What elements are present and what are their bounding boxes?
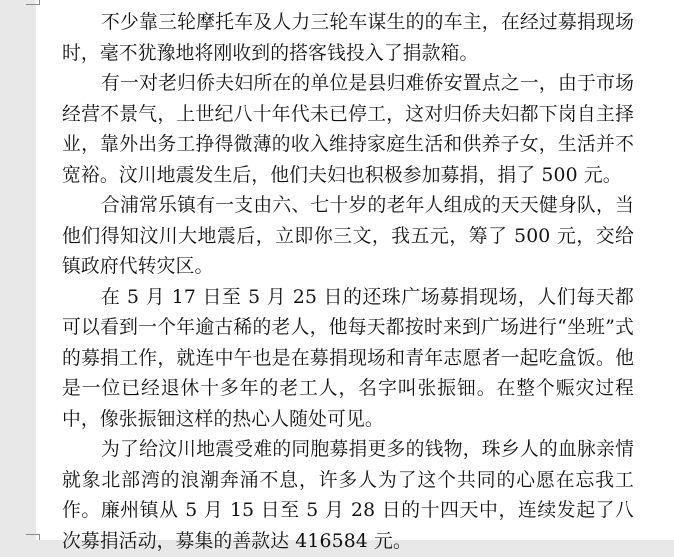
paragraph-old-worker: 在 5 月 17 日至 5 月 25 日的还珠广场募捐现场，人们每天都可以看到一个年逾古稀的老人，他每天都按时来到广场进行“坐班”式的募捐工作，就连中午也是在募捐现场和青年志愿者一起吃盒饭。他是一位已经退休十多年的老工人，名字叫张振钿。在整个赈灾过程中，像张振钿这样的热心人随处可见。 bbox=[62, 286, 634, 430]
document-body bbox=[62, 8, 634, 557]
paragraph-returned-overseas-couple: 有一对老归侨夫妇所在的单位是县归难侨安置点之一，由于市场经营不景气，上世纪八十年代未已停工，这对归侨夫妇都下岗自主择业，靠外出务工挣得微薄的收入维持家庭生活和供养子女，生活并不宽裕。汶川地震发生后，他们夫妇也积极参加募捐，捐了 500 元。 bbox=[62, 73, 634, 186]
crop-mark-top-vertical bbox=[39, 0, 40, 5]
paragraph-fitness-team: 合浦常乐镇有一支由六、七十岁的老年人组成的天天健身队，当他们得知汶川大地震后，立即你三文，我五元，筹了 500 元，交给镇政府代转灾区。 bbox=[62, 195, 634, 277]
paragraph-lianzhou-donations: 为了给汶川地震受难的同胞募捐更多的钱物，珠乡人的血脉亲情就象北部湾的浪潮奔涌不息，许多人为了这个共同的心愿在忘我工作。廉州镇从 5 月 15 日至 5 月 28 日的十四天中，连续发起了八次募捐活动，募集的善款达 416584 元。 bbox=[62, 439, 634, 552]
paragraph-motorcycle-drivers: 不少靠三轮摩托车及人力三轮车谋生的的车主，在经过募捐现场时，毫不犹豫地将刚收到的搭客钱投入了捐款箱。 bbox=[62, 12, 634, 64]
crop-mark-bottom-vertical bbox=[39, 534, 40, 540]
crop-mark-top-horizontal bbox=[26, 4, 40, 5]
crop-mark-bottom-horizontal bbox=[26, 534, 40, 535]
